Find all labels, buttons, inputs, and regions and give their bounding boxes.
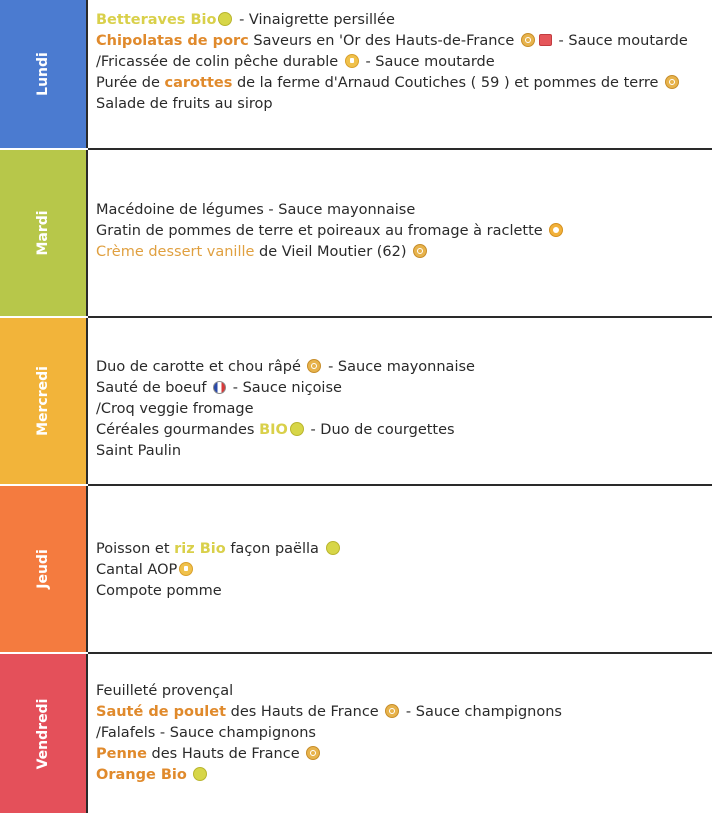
menu-text: riz Bio — [174, 541, 226, 557]
day-menu-items — [96, 10, 708, 115]
menu-line — [96, 52, 708, 73]
menu-line — [96, 702, 708, 723]
menu-text: Macédoine de légumes - Sauce mayonnaise — [96, 202, 416, 218]
menu-text: - Duo de courgettes — [305, 422, 455, 438]
menu-line — [96, 581, 708, 602]
menu-text: Orange Bio — [96, 767, 187, 783]
column-divider — [86, 486, 88, 652]
menu-text: Purée de — [96, 75, 165, 91]
menu-text: - Sauce champignons — [401, 704, 562, 720]
menu-text: Cantal AOP — [96, 562, 178, 578]
menu-line — [96, 560, 708, 581]
menu-text: Compote pomme — [96, 583, 222, 599]
menu-text: Sauté de boeuf — [96, 380, 212, 396]
menu-text: façon paëlla — [225, 541, 324, 557]
menu-text: - Sauce niçoise — [228, 380, 342, 396]
menu-text: BIO — [259, 422, 288, 438]
day-tab — [0, 486, 86, 652]
day-tab — [0, 654, 86, 813]
local-product-icon — [665, 75, 679, 89]
menu-line — [96, 10, 708, 31]
day-row-mercredi — [0, 318, 712, 484]
menu-text: /Fricassée de colin pêche durable — [96, 54, 343, 70]
day-label: Mardi — [35, 210, 51, 256]
french-flag-icon — [213, 381, 226, 394]
local-product-icon — [307, 359, 321, 373]
bio-label-icon — [193, 767, 207, 781]
menu-text: Poisson et — [96, 541, 175, 557]
menu-text: /Croq veggie fromage — [96, 401, 254, 417]
bio-label-icon — [290, 422, 304, 436]
menu-line — [96, 744, 708, 765]
day-tab — [0, 318, 86, 484]
column-divider — [86, 318, 88, 484]
day-menu-items — [96, 539, 708, 602]
menu-text: Chipolatas de porc — [96, 33, 249, 49]
menu-text: - Sauce mayonnaise — [323, 359, 475, 375]
menu-text: des Hauts de France — [226, 704, 384, 720]
cheese-icon — [549, 223, 563, 237]
day-label: Jeudi — [35, 549, 51, 589]
day-menu-items — [96, 200, 708, 263]
day-menu-items — [96, 357, 708, 462]
menu-text: Duo de carotte et chou râpé — [96, 359, 306, 375]
menu-text: Saveurs en 'Or des Hauts-de-France — [248, 33, 519, 49]
day-row-jeudi — [0, 486, 712, 652]
menu-line — [96, 399, 708, 420]
local-product-icon — [385, 704, 399, 718]
menu-line — [96, 539, 708, 560]
menu-line — [96, 94, 708, 115]
menu-line — [96, 441, 708, 462]
menu-text: carottes — [164, 75, 233, 91]
quality-label-icon — [345, 54, 359, 68]
menu-text: de la ferme d'Arnaud Coutiches ( 59 ) et pommes de terre — [232, 75, 664, 91]
menu-text — [187, 767, 192, 783]
menu-text: Gratin de pommes de terre et poireaux au fromage à raclette — [96, 223, 548, 239]
quality-label-icon — [179, 562, 193, 576]
local-product-icon — [521, 33, 535, 47]
menu-line — [96, 31, 708, 52]
column-divider — [86, 150, 88, 316]
menu-line — [96, 420, 708, 441]
menu-text: Sauté de poulet — [96, 704, 227, 720]
day-label: Mercredi — [35, 366, 51, 436]
day-menu-items — [96, 681, 708, 786]
menu-line — [96, 765, 708, 786]
menu-line — [96, 681, 708, 702]
menu-text: des Hauts de France — [146, 746, 305, 762]
menu-text: Feuilleté provençal — [96, 683, 234, 699]
menu-line — [96, 242, 708, 263]
menu-text: Céréales gourmandes — [96, 422, 260, 438]
menu-text: /Falafels - Sauce champignons — [96, 725, 316, 741]
pork-icon — [539, 34, 552, 46]
bio-label-icon — [326, 541, 340, 555]
menu-line — [96, 723, 708, 744]
menu-line — [96, 200, 708, 221]
local-product-icon — [306, 746, 320, 760]
day-tab — [0, 0, 86, 148]
menu-text: Betteraves Bio — [96, 12, 217, 28]
day-row-mardi — [0, 150, 712, 316]
menu-text: Saint Paulin — [96, 443, 182, 459]
day-label: Vendredi — [35, 698, 51, 769]
menu-text: Penne — [96, 746, 147, 762]
day-row-lundi — [0, 0, 712, 148]
day-label: Lundi — [35, 52, 51, 96]
day-tab — [0, 150, 86, 316]
menu-text: Crème dessert vanille — [96, 244, 255, 260]
menu-line — [96, 73, 708, 94]
local-product-icon — [413, 244, 427, 258]
menu-text: de Vieil Moutier (62) — [254, 244, 412, 260]
menu-text: - Sauce moutarde — [553, 33, 688, 49]
column-divider — [86, 654, 88, 813]
column-divider — [86, 0, 88, 148]
menu-line — [96, 221, 708, 242]
menu-text: Salade de fruits au sirop — [96, 96, 273, 112]
menu-text: - Sauce moutarde — [360, 54, 495, 70]
menu-line — [96, 357, 708, 378]
day-row-vendredi — [0, 654, 712, 813]
bio-label-icon — [218, 12, 232, 26]
menu-line — [96, 378, 708, 399]
menu-text: - Vinaigrette persillée — [234, 12, 395, 28]
